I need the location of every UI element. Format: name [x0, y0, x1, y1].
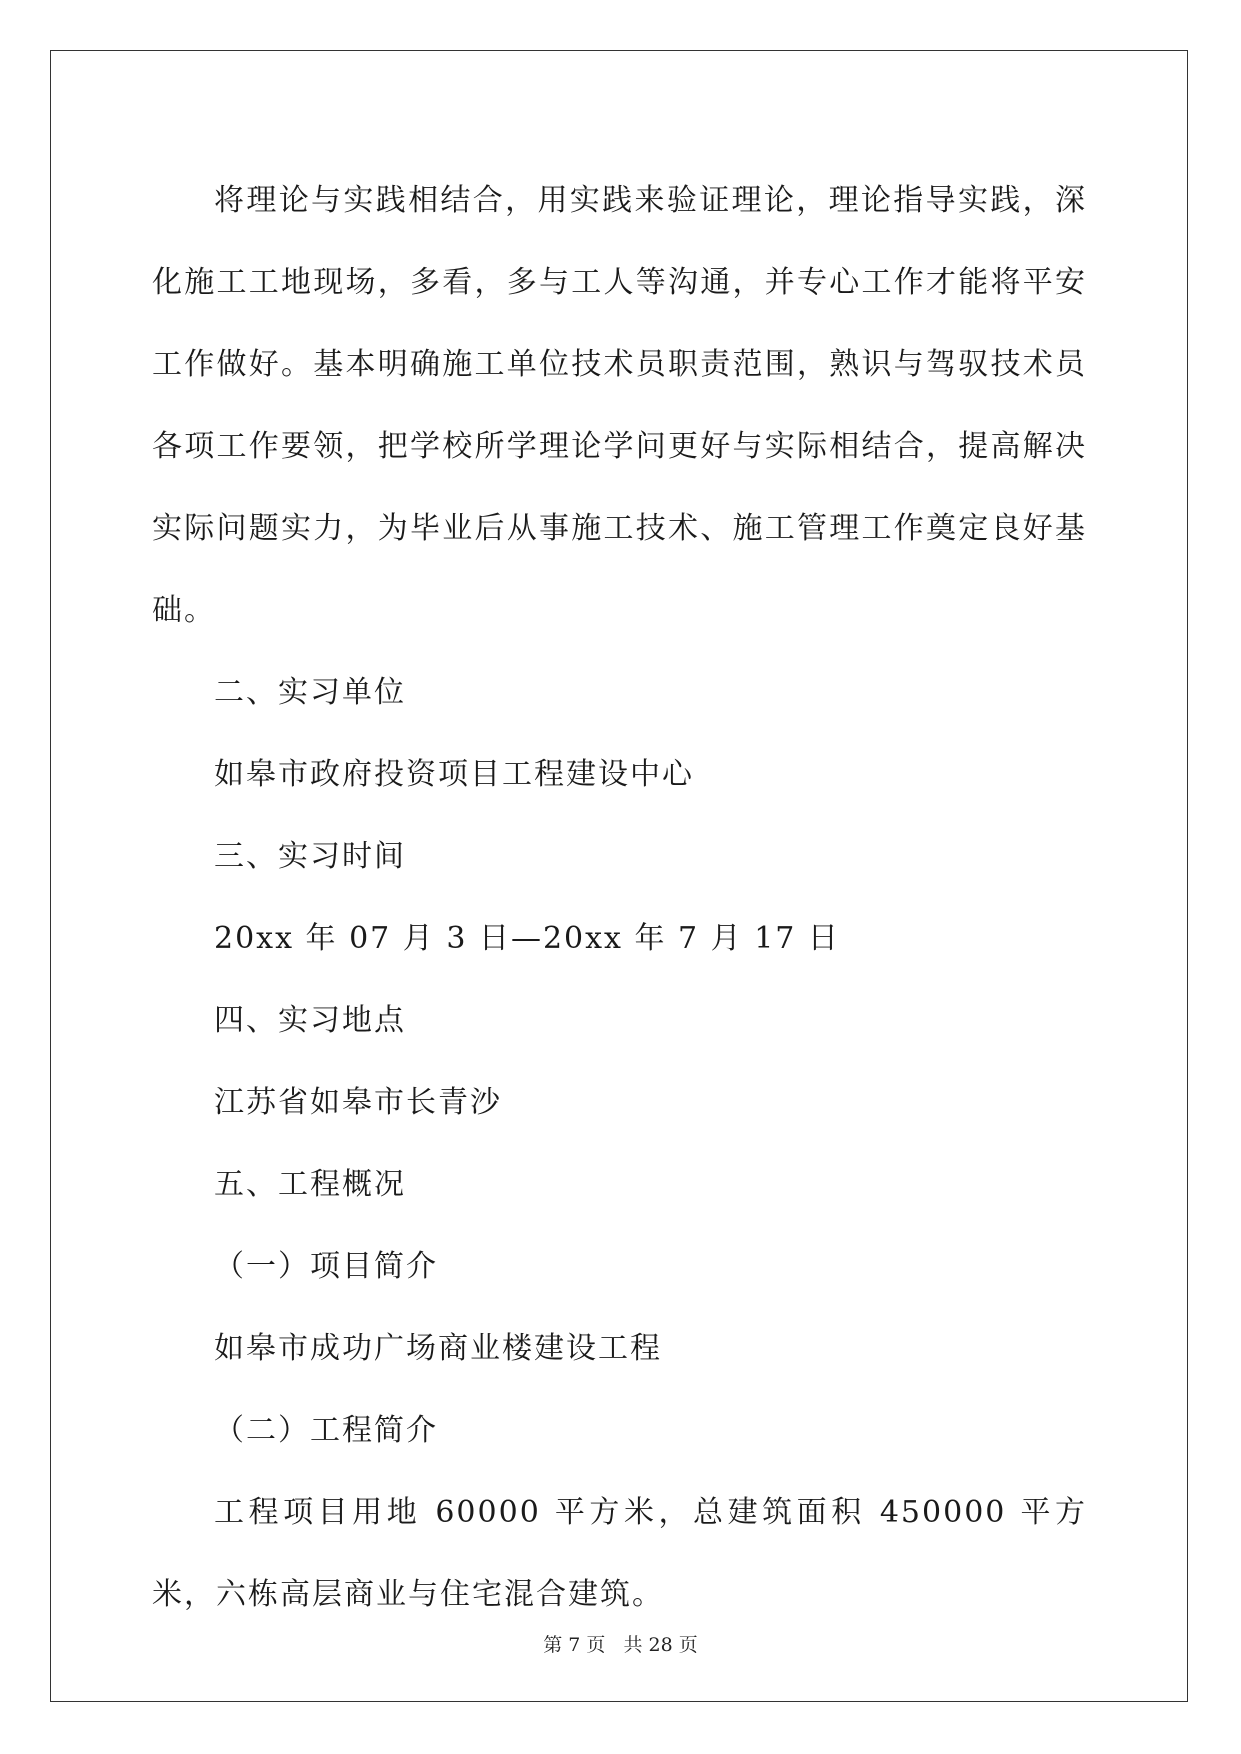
- document-body: [152, 160, 1087, 1636]
- heading-internship-unit: 二、实习单位: [214, 675, 406, 710]
- page-number: 第 7 页: [543, 1634, 606, 1656]
- paragraph-location: 江苏省如皋市长青沙: [214, 1085, 502, 1120]
- paragraph-intro: 将理论与实践相结合，用实践来验证理论，理论指导实践，深化施工工地现场，多看，多与工人等沟通，并专心工作才能将平安工作做好。基本明确施工单位技术员职责范围，熟识与驾驭技术员各项工作要领，把学校所学理论学问更好与实际相结合，提高解决实际问题实力，为毕业后从事施工技术、施工管理工作奠定良好基础。: [152, 183, 1087, 628]
- heading-project-overview: 五、工程概况: [214, 1167, 406, 1202]
- heading-internship-location: 四、实习地点: [214, 1003, 406, 1038]
- total-pages: 共 28 页: [623, 1634, 698, 1656]
- paragraph-time-range: 20xx 年 07 月 3 日—20xx 年 7 月 17 日: [214, 921, 840, 956]
- subheading-project-intro: （一）项目简介: [214, 1249, 438, 1284]
- paragraph-unit-name: 如皋市政府投资项目工程建设中心: [214, 757, 694, 792]
- page-footer: [0, 1630, 1241, 1657]
- subheading-engineering-intro: （二）工程简介: [214, 1413, 438, 1448]
- paragraph-engineering-details: 工程项目用地 60000 平方米，总建筑面积 450000 平方米，六栋高层商业与住宅混合建筑。: [152, 1495, 1087, 1612]
- heading-internship-time: 三、实习时间: [214, 839, 406, 874]
- paragraph-project-name: 如皋市成功广场商业楼建设工程: [214, 1331, 662, 1366]
